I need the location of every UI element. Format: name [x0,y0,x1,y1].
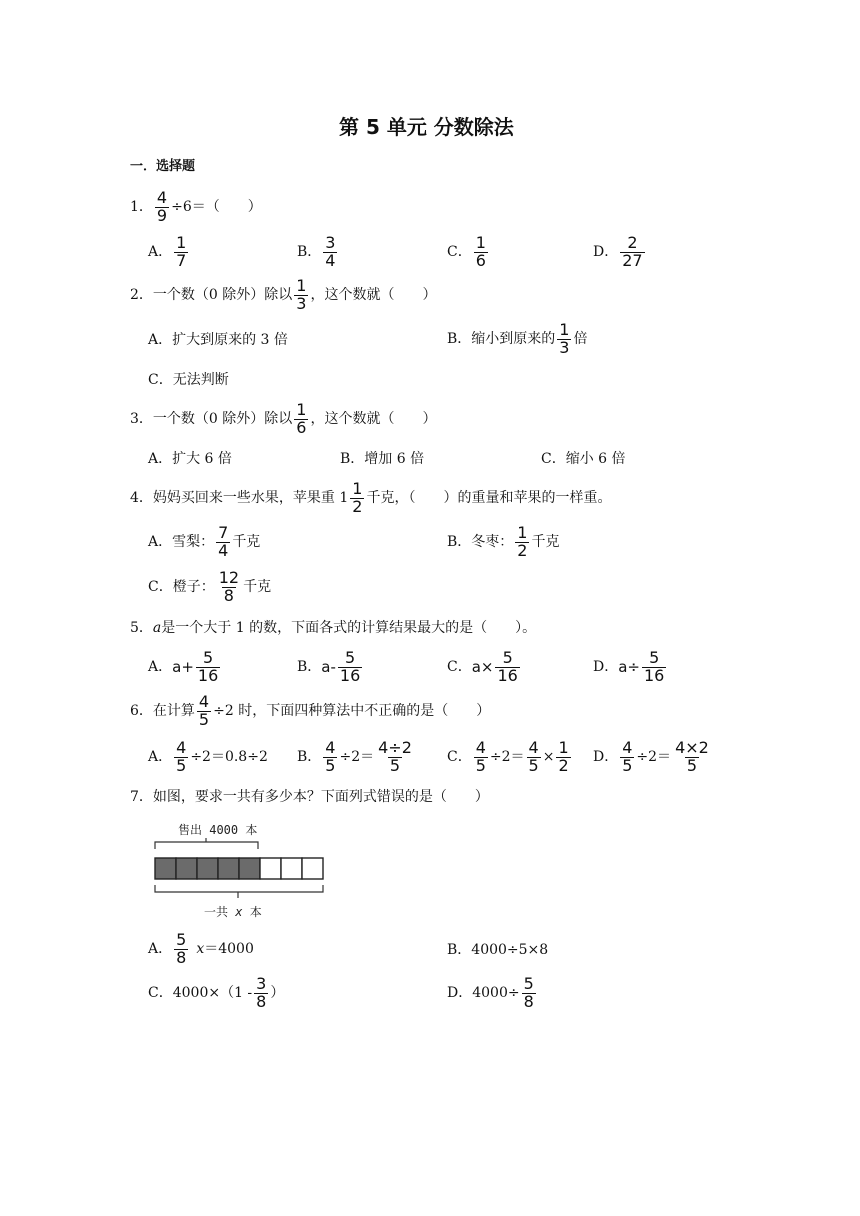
question-5: 5． a 是一个大于 1 的数，下面各式的计算结果最大的是（ ）。 [130,620,537,636]
fraction: $\frac{7}{4}$ [218,523,229,560]
option-b: B． a- $\frac{5}{16}$ [297,648,361,685]
fraction: $\frac{1}{2}$ [558,738,569,775]
shaded-box [218,858,239,879]
empty-box [260,858,281,879]
shaded-box [197,858,218,879]
page-title: 第 5 单元 分数除法 [339,115,514,139]
fraction: $\frac{5}{16}$ [497,648,518,685]
bottom-brace [155,885,323,892]
option-a: A． $\frac{5}{8}$ x ＝4000 [148,930,254,967]
fraction: $\frac{4}{5}$ [622,738,633,775]
question-7: 7．如图，要求一共有多少本？下面列式错误的是（ ） [130,789,489,805]
fraction: $\frac{4}{9}$ [156,188,168,225]
segment-diagram [148,818,328,924]
fraction: $\frac{1}{6}$ [475,233,486,270]
option-d: D． $\frac{4}{5}$ ÷2＝ $\frac{4\times 2}{5}$ [593,738,709,775]
option-b: B． $\frac{4}{5}$ ÷2＝ $\frac{4\div 2}{5}$ [297,738,412,775]
option-d: D． 4000÷ $\frac{5}{8}$ [447,974,534,1011]
question-2: 2． 一个数（0 除外）除以 $\frac{1}{3}$ ，这个数就（ ） [130,276,437,313]
top-label: 售出 4000 本 [178,823,258,837]
option-d: D． a÷ $\frac{5}{16}$ [593,648,665,685]
option-d: D． $\frac{2}{27}$ [593,233,643,270]
fraction: $\frac{4\div 2}{5}$ [378,738,412,775]
option-c: C． $\frac{4}{5}$ ÷2＝ $\frac{4}{5}$ × $\frac{1}{2}$ [447,738,569,775]
option-c: C． a× $\frac{5}{16}$ [447,648,518,685]
fraction: $\frac{5}{8}$ [176,930,187,967]
section-heading: 一．选择题 [130,159,196,174]
fraction: $\frac{2}{27}$ [622,233,643,270]
fraction: $\frac{5}{16}$ [339,648,361,685]
top-brace [155,842,258,849]
empty-box [302,858,323,879]
fraction: $\frac{5}{8}$ [523,974,534,1011]
fraction: $\frac{4}{5}$ [176,738,187,775]
option-b: B．4000÷5×8 [447,942,549,958]
question-1 [130,190,262,225]
option-a: A． $\frac{4}{5}$ ÷2＝0.8÷2 [148,738,268,775]
question-number: 1． [130,199,153,216]
option-b: B．冬枣： $\frac{1}{2}$ 千克 [447,523,560,560]
option-a: A． a+ $\frac{5}{16}$ [148,648,219,685]
fraction: $\frac{5}{16}$ [644,648,665,685]
option-a: A．雪梨： $\frac{7}{4}$ 千克 [148,523,261,560]
fraction: $\frac{1}{3}$ [296,276,307,313]
fraction: $\frac{1}{6}$ [296,400,307,437]
fraction: $\frac{1}{2}$ [352,479,363,516]
fraction: $\frac{1}{7}$ [176,233,187,270]
question-6: 6． 在计算 $\frac{4}{5}$ ÷2 时，下面四种算法中不正确的是（ ） [130,692,491,729]
fraction: $\frac{4}{5}$ [475,738,486,775]
option-a: A． $\frac{1}{7}$ [148,233,187,270]
shaded-box [155,858,176,879]
fraction: $\frac{1}{3}$ [559,320,570,357]
fraction: $\frac{4\times 2}{5}$ [675,738,709,775]
option-b: B．增加 6 倍 [340,451,425,467]
fraction: $\frac{5}{16}$ [197,648,219,685]
question-text: ÷6＝（ ） [171,199,262,216]
option-c: C．无法判断 [148,372,229,388]
fraction: $\frac{12}{8}$ [218,568,240,605]
fraction: $\frac{3}{4}$ [325,233,336,270]
empty-box [281,858,302,879]
question-3: 3． 一个数（0 除外）除以 $\frac{1}{6}$ ，这个数就（ ） [130,400,437,437]
bottom-label: 一共 x 本 [204,905,262,919]
option-c: C． $\frac{1}{6}$ [447,233,486,270]
fraction: $\frac{1}{2}$ [517,523,528,560]
option-b: B．缩小到原来的 $\frac{1}{3}$ 倍 [447,320,588,357]
option-a: A．扩大到原来的 3 倍 [148,332,288,348]
option-a: A．扩大 6 倍 [148,451,232,467]
option-c: C． 4000×（1 - $\frac{3}{8}$ ） [148,974,285,1011]
fraction: $\frac{3}{8}$ [256,974,267,1011]
question-4: 4． 妈妈买回来一些水果，苹果重 1 $\frac{1}{2}$ 千克，（ ）的重量和苹果的一样重。 [130,479,612,516]
fraction: $\frac{4}{5}$ [325,738,336,775]
shaded-box [176,858,197,879]
diagram-svg [148,818,328,924]
fraction: $\frac{4}{5}$ [528,738,539,775]
option-c: C．橙子： $\frac{12}{8}$ 千克 [148,568,272,605]
option-b: B． $\frac{3}{4}$ [297,233,336,270]
option-c: C．缩小 6 倍 [541,451,626,467]
segment-boxes [155,858,323,879]
fraction: $\frac{4}{5}$ [198,692,210,729]
shaded-box [239,858,260,879]
